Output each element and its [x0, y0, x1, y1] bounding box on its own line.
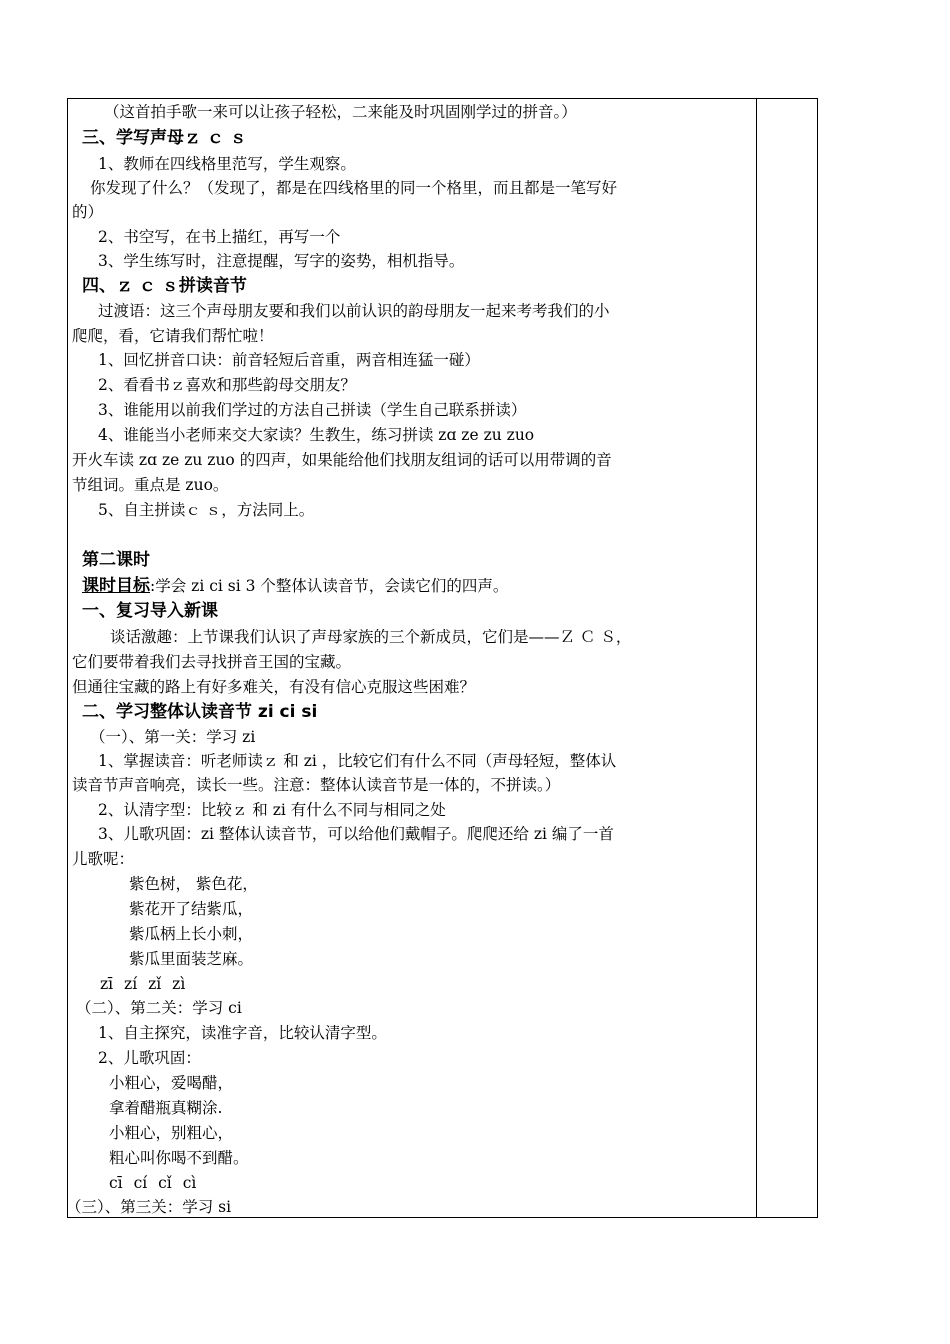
poem-line: 小粗心，爱喝醋， — [109, 1074, 234, 1092]
text-line: 过渡语：这三个声母朋友要和我们以前认识的韵母朋友一起来考考我们的小 — [98, 302, 610, 320]
text-line: 5、自主拼读ｃ ｓ，方法同上。 — [98, 501, 315, 519]
text-line: （二）、第二关：学习 ci — [76, 999, 242, 1017]
objective-label: 课时目标 — [82, 576, 150, 596]
text-line: 儿歌呢： — [72, 850, 135, 868]
pinyin-tones: zī zí zǐ zì — [100, 975, 186, 993]
text-line: 2、儿歌巩固： — [98, 1049, 201, 1067]
text-line: 2、认清字型：比较ｚ 和 zi 有什么不同与相同之处 — [98, 801, 446, 819]
text-line: 1、掌握读音：听老师读ｚ 和 zi ，比较它们有什么不同（声母轻短，整体认 — [98, 752, 617, 770]
text-line: 开火车读 zɑ ze zu zuo 的四声，如果能给他们找朋友组词的话可以用带调的音 — [72, 451, 612, 469]
text-line: 节组词。重点是 zuo。 — [72, 476, 229, 494]
poem-line: 粗心叫你喝不到醋。 — [109, 1149, 249, 1167]
text-line: 3、儿歌巩固：zi 整体认读音节，可以给他们戴帽子。爬爬还给 zi 编了一首 — [98, 825, 614, 843]
section-heading: 四、ｚ ｃ ｓ拼读音节 — [82, 276, 247, 296]
section-heading: 二、学习整体认读音节 zi ci si — [82, 702, 318, 722]
section-heading: 三、学写声母ｚ ｃ ｓ — [82, 128, 247, 148]
lesson-two-title: 第二课时 — [82, 550, 150, 570]
poem-line: 紫瓜里面装芝麻。 — [129, 950, 254, 968]
text-line: 它们要带着我们去寻找拼音王国的宝藏。 — [72, 653, 352, 671]
text-line: （三）、第三关：学习 si — [66, 1198, 232, 1216]
lesson-objective — [82, 574, 508, 598]
text-line: （这首拍手歌一来可以让孩子轻松，二来能及时巩固刚学过的拼音。） — [104, 103, 577, 121]
text-line: 1、教师在四线格里范写，学生观察。 — [98, 155, 356, 173]
section-heading: 一、复习导入新课 — [82, 601, 218, 621]
text-line: 谈话激趣：上节课我们认识了声母家族的三个新成员，它们是——Ｚ Ｃ Ｓ， — [110, 628, 632, 646]
poem-line: 紫瓜柄上长小刺， — [129, 925, 254, 943]
text-line: 1、自主探究，读准字音，比较认清字型。 — [98, 1024, 387, 1042]
text-line: 4、谁能当小老师来交大家读？生教生，练习拼读 zɑ ze zu zuo — [98, 426, 535, 444]
text-line: 的） — [72, 203, 104, 221]
pinyin-tones: cī cí cǐ cì — [109, 1174, 197, 1192]
poem-line: 小粗心，别粗心， — [109, 1124, 234, 1142]
text-line: 读音节声音响亮，读长一些。注意：整体认读音节是一体的，不拼读。） — [72, 776, 561, 794]
text-line: 2、书空写，在书上描红，再写一个 — [98, 228, 341, 246]
text-line: 3、谁能用以前我们学过的方法自己拼读（学生自己联系拼读） — [98, 401, 527, 419]
text-line: 1、回忆拼音口诀：前音轻短后音重，两音相连猛一碰） — [98, 351, 480, 369]
text-line: 但通往宝藏的路上有好多难关，有没有信心克服这些困难？ — [72, 678, 476, 696]
text-line: 你发现了什么？（发现了，都是在四线格里的同一个格里，而且都是一笔写好 — [90, 179, 618, 197]
poem-line: 紫花开了结紫瓜， — [129, 900, 254, 918]
table-column-divider — [756, 98, 757, 1218]
text-line: 爬爬，看，它请我们帮忙啦！ — [72, 327, 274, 345]
text-line: 3、学生练写时，注意提醒，写字的姿势，相机指导。 — [98, 252, 465, 270]
text-line: 2、看看书ｚ喜欢和那些韵母交朋友？ — [98, 376, 356, 394]
poem-line: 紫色树， 紫色花， — [129, 875, 258, 893]
poem-line: 拿着醋瓶真糊涂. — [109, 1099, 223, 1117]
objective-text: :学会 zi ci si 3 个整体认读音节，会读它们的四声。 — [150, 577, 509, 595]
text-line: （一）、第一关：学习 zi — [90, 728, 256, 746]
